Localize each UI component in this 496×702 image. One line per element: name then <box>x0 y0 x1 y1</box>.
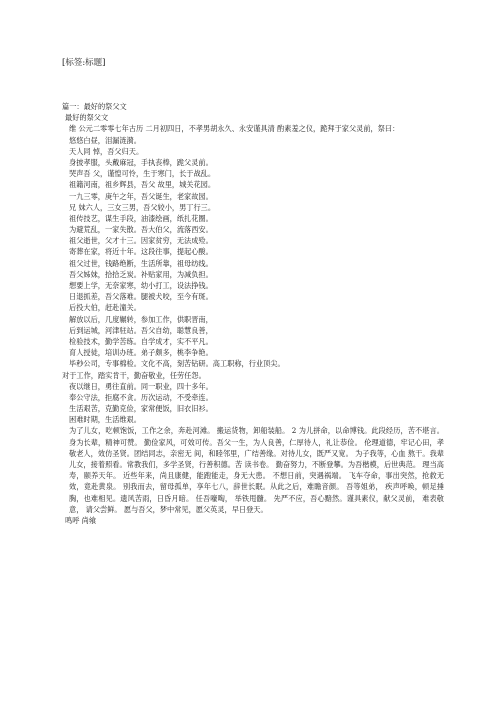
verse-line: 奉公守法，拒腐不贪。历次运动，不受牵连。 <box>69 392 213 402</box>
verse-line: 祖父过世，钱路绝断，生活所靠，祖母纺线。 <box>69 258 213 268</box>
verse-line: 夜以继日，勇往直前。同一职业，四十多年。 <box>69 381 213 391</box>
verse-line: 祖传技艺，谋生手段，油漆绘画，纸扎花圈。 <box>69 213 213 223</box>
verse-line: 日退抓差，吾父落难。腿被犬咬，至今有斑。 <box>69 292 213 302</box>
verse-line: 后投大伯，赶赴潼关。 <box>69 303 141 313</box>
section-heading: 篇一：最好的祭父文 <box>62 102 127 111</box>
verse-line: 困难时期，生活维艰。 <box>69 415 141 425</box>
verse-line: 生活艰苦，克勤克俭，家常便饭，旧衣旧衫。 <box>69 404 213 414</box>
verse-line: 一九三零，庚午之年，吾父诞生，老家故园。 <box>69 191 213 201</box>
article-title: 最好的祭父文 <box>65 113 109 123</box>
verse-line: 吾父姊妹，拾拾乏炭。补贴家用，为减负担。 <box>69 269 213 279</box>
tag-placeholder: [标签:标题] <box>62 58 106 68</box>
verse-line: 毕秒公司，专事棉检。文化不高，刻苦钻研。高工职称，行业顶尖。 <box>69 359 285 369</box>
verse-line: 哭声吾 父，谨惶可怜，生于寒门，长于战乱。 <box>69 169 216 179</box>
verse-line: 祖籍河南，祖乡辉县，吾父 故里，城关花园。 <box>69 180 216 190</box>
closing-line: 鸣呼 尚飨 <box>65 516 97 526</box>
verse-line: 悠悠白昼，泪漏涟漪。 <box>69 135 141 145</box>
verse-line: 育人授徒，培训办班。弟子颇多，桃李争艳。 <box>69 348 213 358</box>
verse-line: 天人同 悼，吾父归天。 <box>69 146 144 156</box>
verse-line: 身披孝服，头戴麻冠，手执丧棒，跪父灵前。 <box>69 157 213 167</box>
article-body <box>62 101 444 526</box>
verse-line: 兄 妹六人，三女三男，吾父较小，男丁行三。 <box>69 202 216 212</box>
closing-paragraph: 为了儿女，吃顿饱饭，工作之余，奔赴河滩。 搬运货物，卸船装船。 2 为儿拼命，以命博钱。此段经历，苦不堪言。身为长辈，精神可赞。 勤俭家风，可效可传。吾父一生，为人良善，仁厚待人，礼让恭俭。 伦理道德，牢记心田，孝敬老人，效仿圣贤。团结同志，亲密无 间，和睦邻里，广结善缘。对待儿女，既严又宽。 为子我等，心血 熬干。我辈儿女，接着照看。常教我们，多学圣贤，行善积德。苦 读书卷。 勤奋努力，不断登攀。为吾楷模，后世典范。 理当高寿，颐养天年。 近些年来，尚且康健，能跑能走，身无大患。 不想日前，突遇祸端。 飞车夺命，事出突然，抢救无效，竟赴黄泉。 别我而去，留母孤单，享年七八，辞世长眠。从此之后，难瞻音颜。 吾等姐弟， 疾声呼唤，顿足捶胸，也难相见。遗风苦雨，日昏月暗。 任吾嚎啕， 举铁甩髓。 先严不应，吾心黯然。谨具素仪，献父灵前， 难表敬意， 请父尝鲜。 愿与吾父，梦中常见，愿父英灵，早日登天。 <box>69 426 444 514</box>
verse-line: 后到运城，河津驻站。吾父自幼，聪慧良善， <box>69 325 213 335</box>
verse-line: 想要上学，无奈家寒，幼小打工，设法挣钱。 <box>69 281 213 291</box>
verse-line: 为避荒乱，一家失散。吾大伯父，流落西安。 <box>69 225 213 235</box>
verse-line: 检验技术，勤学苦练。自学成才，实不平凡。 <box>69 336 213 346</box>
opening-paragraph: 维 公元二零零七年古历 二月初四日，不孝男胡永久、永安谨具清 酌素羞之仪，跪拜于家父灵前，祭曰： <box>69 124 400 134</box>
verse-line: 祖父逝世，父才十三。因家贫穷，无法成殓。 <box>69 236 213 246</box>
verse-line: 解放以后，几度辗转，参加工作，供职晋南， <box>69 314 213 324</box>
verse-line: 对于工作，踏实肯干，勤奋敬业，任劳任怨。 <box>62 370 206 380</box>
verse-line: 寄葬在家，将近十年。这段往事，提起心酸。 <box>69 247 213 257</box>
